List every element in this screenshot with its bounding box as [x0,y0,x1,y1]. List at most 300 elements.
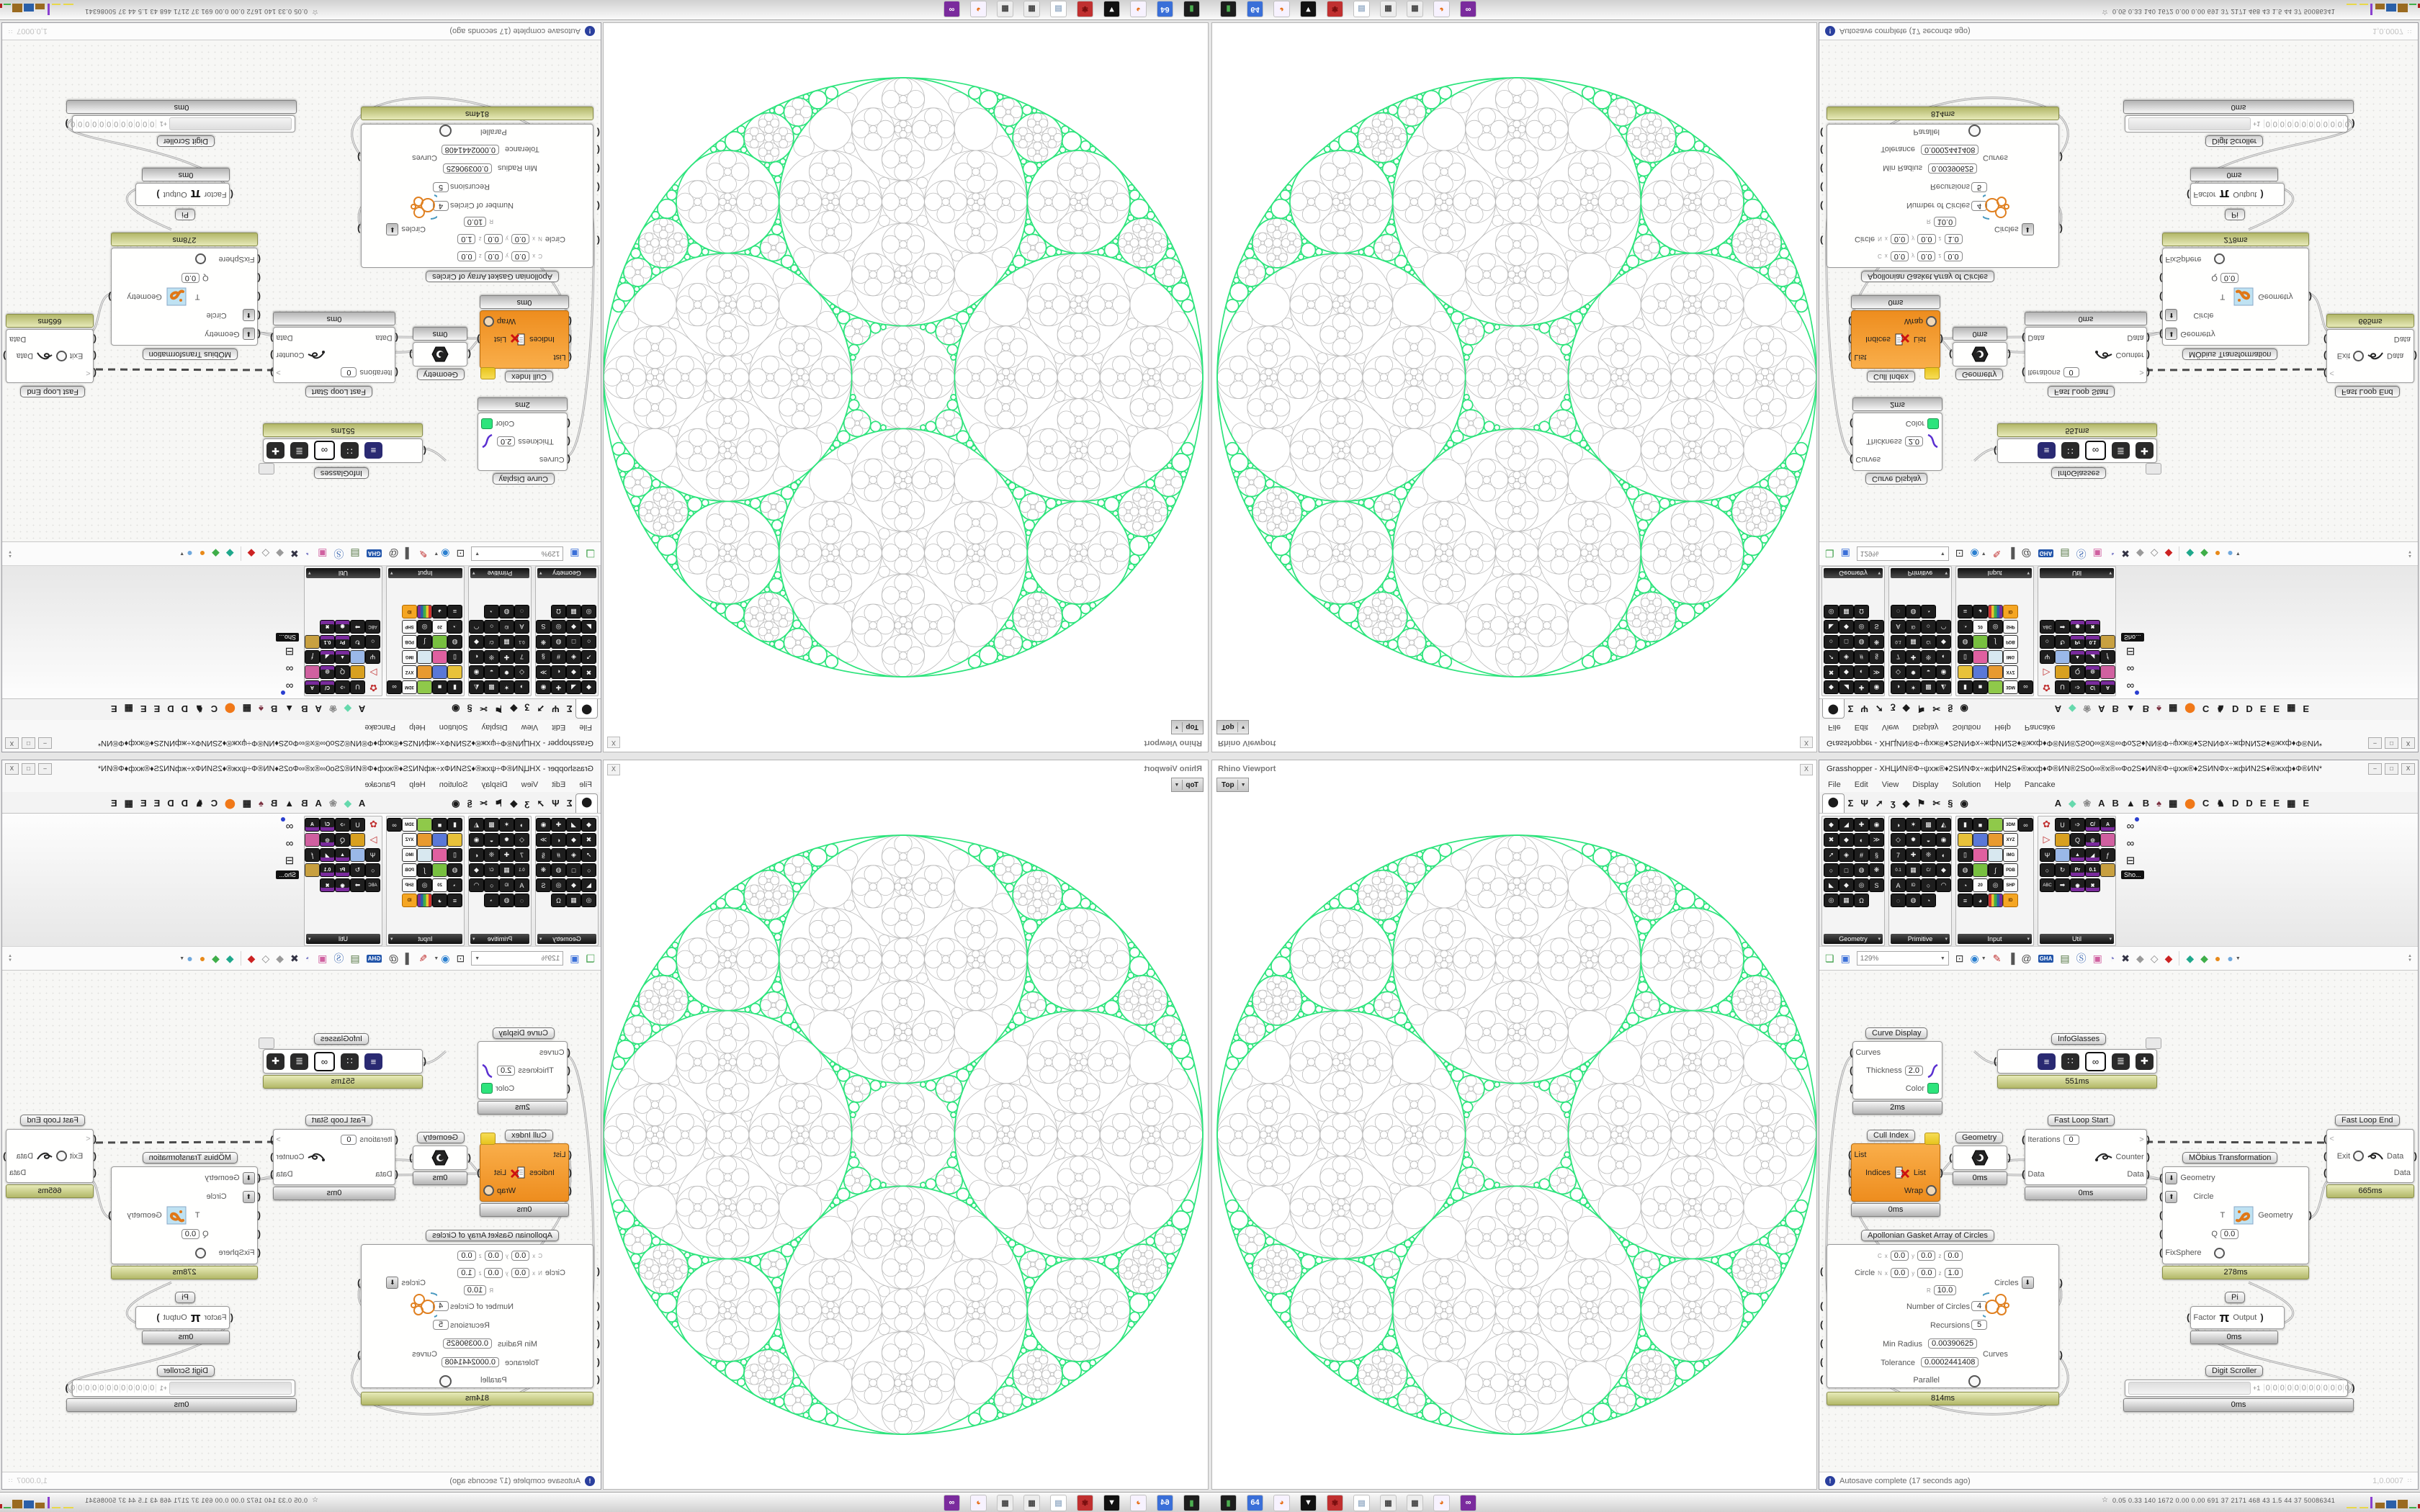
finder-icon[interactable]: Ⓢ [2076,548,2087,559]
component-icon[interactable]: ➩ [335,818,350,832]
tolerance-value[interactable]: 0.0002441408 [442,145,499,155]
component-icon[interactable] [432,848,447,862]
component-icon[interactable]: ◎ [417,878,432,892]
digit-cell[interactable]: 0 [2321,120,2329,128]
component-icon[interactable]: ID [402,605,417,618]
node-mobius-transformation[interactable]: MÖbius Transformation ( ⬇ Geometry ( ⬆ Circle ( T Geometry ) ( Q 0.0 ( FixSphere 278ms [2162,1151,2309,1279]
component-tab-4[interactable]: ʒ [1890,798,1896,809]
digit-cell[interactable]: 0 [2314,120,2321,128]
component-icon[interactable]: 0.1 [514,863,529,877]
component-icon[interactable]: ✖ [1824,833,1839,847]
component-icon[interactable]: A [1891,620,1906,634]
input-port[interactable]: ( [568,1184,572,1196]
component-tab-22[interactable]: ♞ [195,798,204,809]
component-tab-16[interactable]: ▲ [2125,798,2136,809]
component-icon[interactable]: C/ [484,635,499,649]
input-port[interactable]: ( [1850,418,1853,430]
egg-blue-icon[interactable]: ● [2227,953,2233,964]
input-port[interactable]: ( [395,367,398,378]
component-icon[interactable]: ▦ [1839,605,1854,618]
gem-green-icon[interactable]: ◆ [2200,548,2208,559]
component-icon[interactable]: ƒ [305,848,320,862]
component-icon[interactable]: ✖ [320,878,335,892]
component-icon[interactable]: ◎ [1854,878,1869,892]
component-icon[interactable]: ◆ [1936,863,1951,877]
component-icon[interactable]: ◉ [335,878,350,892]
input-port[interactable]: ( [257,273,261,284]
component-icon[interactable]: Q [2070,665,2085,679]
digit-cell[interactable]: 0 [149,120,156,128]
component-icon[interactable]: XYZ [402,833,417,847]
firefox-icon-2[interactable]: ◕ [1433,1,1450,18]
component-tab-14[interactable]: A [315,703,322,714]
component-icon[interactable]: U [2055,818,2070,832]
menu-edit[interactable]: Edit [1854,780,1868,789]
component-icon[interactable]: 3DM [2003,680,2018,694]
gem-red-icon[interactable]: ◆ [247,953,256,964]
egg-blue-icon[interactable]: ● [187,953,193,964]
close-button[interactable]: X [5,738,19,750]
console-icon[interactable]: ▮ [1183,1,1200,18]
component-tab-28[interactable]: E [2303,703,2310,714]
component-tab-16[interactable]: ▲ [284,703,295,714]
component-icon[interactable]: S [536,620,551,634]
wolf-icon[interactable]: ▼ [1300,1495,1317,1511]
component-icon[interactable]: ➚ [1824,650,1839,664]
digit-cell[interactable]: 0 [2336,1384,2343,1392]
component-icon[interactable]: ■ [432,818,447,832]
node-fast-loop-start[interactable]: Fast Loop Start ( Iterations 0 > ) Counter ) ( Data Data ) 0ms [2025,312,2147,399]
component-icon[interactable]: ◢ [1839,818,1854,832]
component-icon[interactable]: ▩ [484,818,499,832]
component-icon[interactable]: # [1854,650,1869,664]
component-icon[interactable]: ▦ [1839,894,1854,907]
internalise-icon[interactable]: @ [388,548,399,559]
digit-cell[interactable]: 0 [2271,120,2278,128]
component-tab-7[interactable]: ✂ [479,703,488,714]
digit-cell[interactable]: 0 [2329,1384,2336,1392]
components-grid-icon[interactable]: ∷ [2061,443,2079,459]
components-grid-icon[interactable]: ∷ [2061,1053,2079,1070]
exit-icon[interactable]: ▐ [2007,548,2015,559]
component-icon[interactable]: ✖ [2085,878,2100,892]
component-icon[interactable]: ▮ [447,680,462,694]
grasshopper-canvas[interactable] [2,40,601,541]
digit-cells[interactable] [70,1384,156,1392]
input-port[interactable]: ( [2159,254,2163,265]
gem-green-icon[interactable]: ◆ [2200,953,2208,964]
node-geometry-param[interactable]: Geometry ( ) 0ms [413,1130,467,1185]
component-icon[interactable] [2100,635,2115,649]
component-icon[interactable]: ◇ [514,665,529,679]
input-port[interactable]: ( [596,163,600,174]
input-port[interactable]: ( [257,1210,261,1220]
sticky-note-icon[interactable] [1924,1133,1940,1145]
min-radius-value[interactable]: 0.00390625 [443,163,492,174]
output-port[interactable]: ) [156,1312,160,1323]
component-icon[interactable]: ◈ [566,650,581,664]
component-tab-26[interactable]: E [140,798,147,809]
component-icon[interactable]: ▩ [1921,818,1936,832]
component-icon[interactable]: ○ [484,620,499,634]
firefox-icon[interactable]: ◕ [1273,1495,1290,1511]
wolf-icon[interactable]: ▼ [1103,1,1120,18]
component-tab-11[interactable]: A [2054,798,2062,809]
c-y[interactable]: 0.0 [1917,251,1935,261]
component-icon[interactable]: ◔ [484,894,499,907]
panel-label[interactable]: Primitive ▾ [1891,568,1950,578]
scroller-track[interactable] [169,117,292,130]
wrap-toggle[interactable] [1926,316,1937,327]
gha-installer-icon[interactable]: GHA [2039,955,2053,962]
component-icon[interactable]: ◎ [417,620,432,634]
component-icon[interactable]: ▦ [566,605,581,618]
input-port[interactable]: ( [1820,235,1824,246]
component-tab-18[interactable]: ♠ [2156,703,2162,714]
component-icon[interactable]: ❋ [536,863,551,877]
component-icon[interactable]: ✚ [1854,680,1869,694]
component-tab-1[interactable]: Σ [566,703,573,714]
input-port[interactable]: ( [1848,1148,1852,1160]
component-icon[interactable]: ◉ [1869,680,1884,694]
zoom-extents-icon[interactable]: ⊡ [456,953,465,964]
component-icon[interactable]: ○ [2040,635,2055,649]
menu-pancake[interactable]: Pancake [2024,780,2056,789]
gem-green-icon[interactable]: ◆ [212,953,220,964]
component-icon[interactable]: ID [1906,620,1921,634]
component-icon[interactable]: ◎ [1824,605,1839,618]
component-icon[interactable]: 7 [514,650,529,664]
menu-solution[interactable]: Solution [439,780,468,789]
component-icon[interactable]: ◉ [1936,665,1951,679]
component-icon[interactable]: ▦ [499,635,514,649]
input-port[interactable]: ( [568,1148,572,1160]
component-icon[interactable]: ◆ [469,863,484,877]
menu-edit[interactable]: Edit [552,723,566,732]
component-tab-3[interactable]: ➚ [1875,798,1883,809]
input-port[interactable]: ( [1820,1319,1824,1330]
component-icon[interactable] [2100,833,2115,847]
color-swatch[interactable] [1927,418,1939,429]
component-icon[interactable]: ◐ [469,848,484,862]
component-icon[interactable]: ▯ [1958,848,1973,862]
digit-cell[interactable]: 0 [2264,1384,2271,1392]
output-port[interactable]: ) [2308,292,2312,302]
component-icon[interactable]: ∫ [417,863,432,877]
goggles-blue-icon[interactable]: ∞ [2126,662,2135,675]
component-icon[interactable]: PDB [402,863,417,877]
maze-icon[interactable]: ▦ [1380,1495,1397,1511]
component-icon[interactable]: ❋ [1869,635,1884,649]
node-fast-loop-end[interactable]: Fast Loop End ( < ( Exit Data ) ( Data 665ms [2326,314,2414,399]
panel-label[interactable]: Util ▾ [306,934,380,944]
panel-label[interactable]: Primitive ▾ [1891,934,1950,944]
n-x[interactable]: 0.0 [1891,234,1909,244]
component-icon[interactable]: ◒ [484,665,499,679]
component-icon[interactable]: ◔ [1921,894,1936,907]
node-cull-index[interactable]: Cull Index ( List ( Indices List ) ( Wrap 0ms [1851,1128,1940,1217]
loop-input-port[interactable]: ( [93,368,97,379]
input-port[interactable]: ( [1848,1184,1852,1196]
component-icon[interactable]: ✖ [581,665,596,679]
fixsphere-toggle[interactable] [2214,1248,2225,1259]
input-port[interactable]: ( [1820,1266,1824,1277]
menu-help[interactable]: Help [409,723,426,732]
digit-cell[interactable]: 0 [2278,1384,2285,1392]
component-icon[interactable]: U [350,680,365,694]
zoom-level-select[interactable] [1857,951,1949,966]
n-z[interactable]: 1.0 [1945,1268,1963,1278]
output-port[interactable]: ) [270,1169,274,1179]
minimize-button[interactable]: – [38,763,52,775]
component-tab-19[interactable]: ▦ [242,798,251,809]
component-icon[interactable]: ◉ [536,680,551,694]
digit-cell[interactable]: 0 [99,120,106,128]
firefox-icon-2[interactable]: ◕ [970,1495,987,1511]
input-port[interactable]: ( [568,352,572,364]
component-icon[interactable] [432,650,447,664]
toolbar-scroll-spinner[interactable]: ▲ ▼ [8,549,12,558]
component-icon[interactable]: ≡ [1958,605,1973,618]
scroller-track[interactable] [2128,1382,2251,1395]
component-tab-4[interactable]: ʒ [524,798,530,809]
component-tab-27[interactable]: ▦ [2287,703,2296,714]
graft-icon[interactable]: ⬆ [243,1191,255,1203]
puzzle-icon[interactable]: ✚ [266,1053,284,1070]
component-icon[interactable] [417,894,432,907]
component-icon[interactable]: C/ [2085,680,2100,694]
viewport-close-button[interactable]: X [607,737,620,748]
maze-icon-2[interactable]: ▦ [997,1495,1013,1511]
component-icon[interactable]: ◎ [551,878,566,892]
c-y[interactable]: 0.0 [1917,1251,1935,1261]
component-icon[interactable] [1988,848,2003,862]
component-icon[interactable]: 0.1 [2085,863,2100,877]
component-tab-21[interactable]: C [2202,798,2210,809]
tolerance-value[interactable]: 0.0002441408 [442,1357,499,1367]
component-icon[interactable]: ◍ [1906,894,1921,907]
component-icon[interactable]: ◢ [566,680,581,694]
component-icon[interactable] [1973,665,1988,679]
input-port[interactable]: ( [2022,1169,2025,1179]
r-value[interactable]: 10.0 [1934,217,1956,227]
profiler-icon[interactable]: ≡ [2038,443,2056,459]
gha-installer-icon[interactable]: GHA [367,550,381,557]
component-icon[interactable]: ↻ [2055,863,2070,877]
component-icon[interactable]: ▮ [1958,680,1973,694]
component-icon[interactable]: IMG [402,848,417,862]
input-port[interactable]: ( [2159,1228,2163,1239]
component-icon[interactable]: ◎ [1988,878,2003,892]
component-icon[interactable]: ✖ [320,620,335,634]
component-icon[interactable]: ◌ [1891,894,1906,907]
iterations-value[interactable]: 0 [2063,367,2079,377]
component-tab-16[interactable]: ▲ [2125,703,2136,714]
component-icon[interactable]: ✚ [499,848,514,862]
maze-icon-2[interactable]: ▦ [997,1,1013,18]
component-tab-26[interactable]: E [2273,798,2280,809]
component-icon[interactable]: 20 [432,878,447,892]
menu-display[interactable]: Display [481,780,508,789]
digit-cell[interactable]: 0 [2264,120,2271,128]
firefox-icon[interactable]: ◕ [1273,1,1290,18]
component-icon[interactable]: ▦ [1906,635,1921,649]
component-icon[interactable]: ◎ [1988,620,2003,634]
gem-gray-icon[interactable]: ◆ [2136,953,2144,964]
menu-solution[interactable]: Solution [439,723,468,732]
input-port[interactable]: ( [395,333,398,343]
component-icon[interactable]: ƒ [2100,848,2115,862]
slideshow-icon[interactable]: ⊟ [284,855,295,867]
component-tab-1[interactable]: Σ [1847,703,1854,714]
component-tab-0[interactable]: ⬤ [1822,793,1845,813]
node-apollonian-gasket[interactable]: Apollonian Gasket Array of Circles C x 0.0 y 0.0 z 0.0 Circle N x 0.0 y 0.0 z 1.0 R 10.0 Number of Circles 4 Recursions 5 Min Radius 0.00390625 Tolerance 0.0002441408 Parallel Circles ⬇ ) Curves ) ( ( ( ( ( ( 814ms [1827,1228,2059,1405]
output-port[interactable]: ) [3,1150,6,1161]
component-icon[interactable]: ◈ [566,848,581,862]
component-icon[interactable] [417,833,432,847]
component-icon[interactable]: ◣ [581,620,596,634]
input-port[interactable]: ( [1848,316,1852,328]
component-icon[interactable]: ABC [365,878,380,892]
output-port[interactable]: ) [2352,1382,2355,1393]
component-icon[interactable] [305,833,320,847]
component-icon[interactable]: ◆ [566,620,581,634]
component-icon[interactable] [305,635,320,649]
component-icon[interactable] [417,848,432,862]
component-tab-3[interactable]: ➚ [537,703,545,714]
n-y[interactable]: 0.0 [1917,234,1935,244]
digit-cell[interactable]: 0 [84,1384,91,1392]
component-icon[interactable]: ◢ [1839,680,1854,694]
puzzle-icon[interactable]: ✚ [266,443,284,459]
component-icon[interactable]: # [1854,848,1869,862]
component-icon[interactable]: 0.1 [1891,635,1906,649]
output-port[interactable]: ) [2059,152,2063,163]
q-value[interactable]: 0.0 [2220,1229,2238,1239]
puzzle-icon[interactable]: ✚ [2136,1053,2154,1070]
digit-cell[interactable]: 0 [77,1384,84,1392]
component-icon[interactable]: ◭ [469,680,484,694]
component-icon[interactable]: ◔ [1921,605,1936,618]
input-port[interactable]: ( [596,1374,600,1385]
loop-output-port[interactable]: ) [2146,367,2150,378]
zoom-extents-icon[interactable]: ⊡ [1955,548,1964,559]
slideshow-icon[interactable]: ⊟ [2125,645,2136,657]
input-port[interactable]: ( [596,182,600,193]
component-tab-5[interactable]: ◆ [1902,703,1910,714]
component-icon[interactable]: Ω [551,894,566,907]
goggles-icon[interactable]: ∞ [280,678,299,695]
component-icon[interactable]: § [536,848,551,862]
maze-icon-2[interactable]: ▦ [1407,1,1423,18]
close-button[interactable]: X [5,763,19,775]
maximize-button[interactable]: □ [2385,738,2398,750]
component-tab-19[interactable]: ▦ [2169,798,2178,809]
output-port[interactable]: ) [156,189,160,200]
input-port[interactable]: ( [1994,1056,1997,1066]
component-icon[interactable]: ◍ [499,894,514,907]
minimize-button[interactable]: – [38,738,52,750]
component-icon[interactable]: Q [335,833,350,847]
panel-label[interactable]: Primitive ▾ [470,568,529,578]
component-icon[interactable] [1958,665,1973,679]
component-icon[interactable]: ❋ [536,635,551,649]
panel-label[interactable]: Input ▾ [1958,934,2032,944]
input-port[interactable]: ( [1820,1300,1824,1311]
flatten-icon[interactable]: ⬇ [243,1172,255,1184]
component-icon[interactable]: PDB [402,635,417,649]
input-port[interactable]: ( [596,145,600,156]
flatten-icon[interactable]: ⬇ [2165,1172,2177,1184]
component-tab-2[interactable]: Ψ [552,703,560,714]
component-icon[interactable]: A [2100,680,2115,694]
component-icon[interactable]: Q [335,665,350,679]
component-icon[interactable]: ▯ [1958,650,1973,664]
flatten-icon[interactable]: ⬇ [2022,223,2034,235]
component-icon[interactable]: ◕ [432,605,447,618]
component-icon[interactable]: ▷ [2040,833,2053,845]
component-icon[interactable] [2055,848,2070,862]
digit-cell[interactable]: 0 [127,120,135,128]
component-icon[interactable]: 20 [432,620,447,634]
component-icon[interactable]: ◭ [1936,818,1951,832]
output-port[interactable]: ) [2146,333,2150,343]
component-icon[interactable]: ◐ [551,665,566,679]
menu-view[interactable]: View [1881,723,1899,732]
component-icon[interactable] [2100,665,2115,679]
input-port[interactable]: ( [596,1319,600,1330]
viewport-close-button[interactable]: X [607,764,620,775]
component-tab-9[interactable]: ◉ [1960,798,1968,809]
finder-icon[interactable]: Ⓢ [333,953,344,964]
panel-label[interactable]: Geometry ▾ [1824,568,1883,578]
save-file-icon[interactable]: ▣ [1840,953,1850,964]
component-icon[interactable]: ▲ [335,650,350,664]
save-file-icon[interactable]: ▣ [1840,548,1850,559]
node-apollonian-gasket[interactable]: Apollonian Gasket Array of Circles C x 0.0 y 0.0 z 0.0 Circle N x 0.0 y 0.0 z 1.0 R 10.0 Number of Circles 4 Recursions 5 Min Radius 0.00390625 Tolerance 0.0002441408 Parallel Circles ⬇ ) Curves ) ( ( ( ( ( ( 814ms [1827,107,2059,284]
grasshopper-titlebar[interactable] [2,760,601,777]
archive-icon[interactable]: ≣ [290,443,308,459]
component-icon[interactable]: Ω [551,605,566,618]
component-icon[interactable]: Pr [2070,635,2085,649]
wolf-icon[interactable]: ▼ [1300,1,1317,18]
component-tab-13[interactable]: ❀ [2083,703,2092,714]
component-icon[interactable]: S [1869,878,1884,892]
input-port[interactable]: ( [230,1312,233,1323]
component-tab-6[interactable]: ⚑ [494,798,503,809]
component-tab-25[interactable]: E [2259,798,2267,809]
component-icon[interactable]: ◠ [469,878,484,892]
component-icon[interactable] [1988,650,2003,664]
digit-cell[interactable]: 0 [113,1384,120,1392]
panel-label[interactable]: Geometry ▾ [537,568,596,578]
component-icon[interactable]: ✚ [551,680,566,694]
component-tab-5[interactable]: ◆ [510,703,518,714]
component-icon[interactable]: ◆ [1839,665,1854,679]
preview-icon[interactable]: ◉ [441,548,450,559]
component-icon[interactable]: ◆ [1839,878,1854,892]
component-tab-16[interactable]: ▲ [284,798,295,809]
node-digit-scroller[interactable]: Digit Scroller +1 0 0 0 0 0 0 0 0 0 0 0 0 ) 0ms [72,100,295,148]
component-tab-13[interactable]: ❀ [328,798,337,809]
r-value[interactable]: 10.0 [464,217,486,227]
input-port[interactable]: ( [1820,145,1824,156]
red-gear-icon[interactable]: ✾ [1327,1,1343,18]
input-port[interactable]: ( [1820,1338,1824,1349]
component-icon[interactable]: XYZ [2003,833,2018,847]
goggles-blue-icon[interactable]: ∞ [2126,837,2135,850]
digit-cell[interactable]: 0 [2285,1384,2293,1392]
